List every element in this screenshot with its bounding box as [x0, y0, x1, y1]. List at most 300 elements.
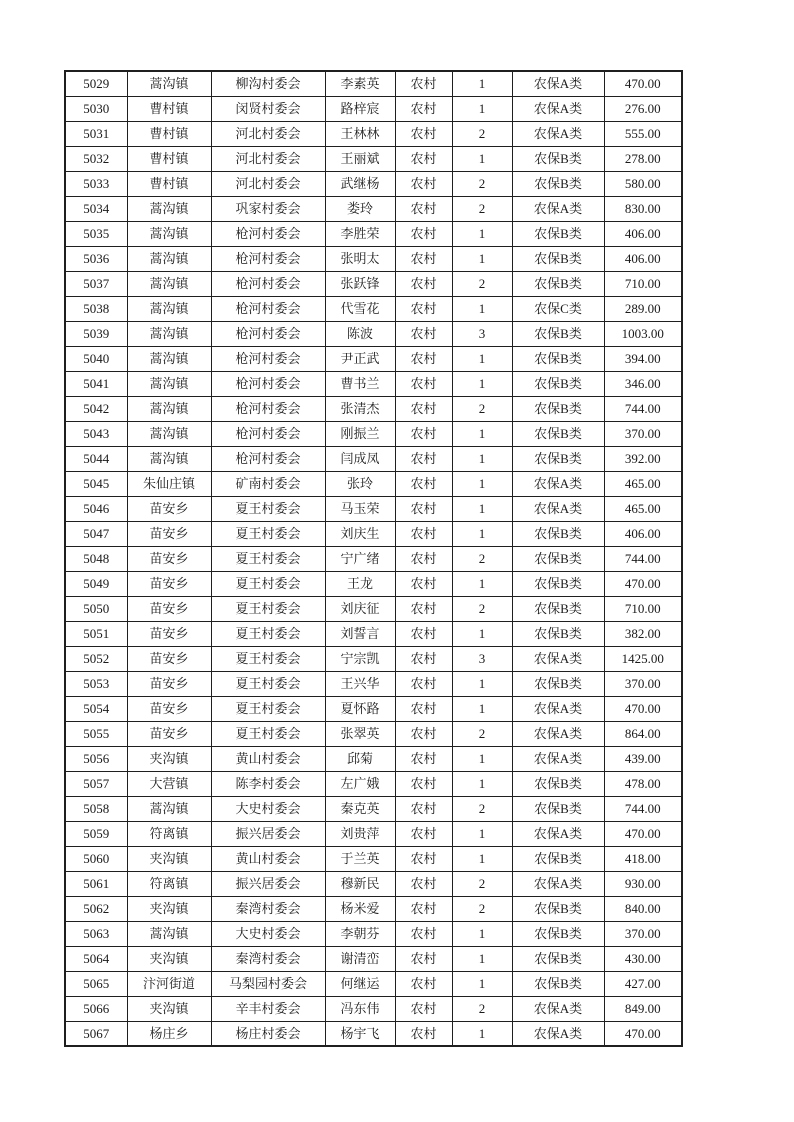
amount-cell: 744.00 — [604, 546, 682, 571]
table-row — [65, 746, 682, 771]
amount-cell: 470.00 — [604, 71, 682, 96]
category-cell: 农保B类 — [512, 371, 604, 396]
town-cell: 蒿沟镇 — [127, 796, 211, 821]
name-cell: 刘誓言 — [325, 621, 395, 646]
name-cell: 杨宇飞 — [325, 1021, 395, 1046]
category-cell: 农保B类 — [512, 796, 604, 821]
village-cell: 枪河村委会 — [211, 446, 325, 471]
count-cell: 1 — [452, 571, 512, 596]
residence-cell: 农村 — [395, 421, 452, 446]
count-cell: 1 — [452, 696, 512, 721]
table-row — [65, 596, 682, 621]
residence-cell: 农村 — [395, 496, 452, 521]
category-cell: 农保A类 — [512, 646, 604, 671]
name-cell: 夏怀路 — [325, 696, 395, 721]
name-cell: 娄玲 — [325, 196, 395, 221]
village-cell: 辛丰村委会 — [211, 996, 325, 1021]
name-cell: 张跃锋 — [325, 271, 395, 296]
town-cell: 蒿沟镇 — [127, 371, 211, 396]
name-cell: 秦克英 — [325, 796, 395, 821]
count-cell: 1 — [452, 96, 512, 121]
name-cell: 刘庆生 — [325, 521, 395, 546]
name-cell: 李朝芬 — [325, 921, 395, 946]
name-cell: 张玲 — [325, 471, 395, 496]
category-cell: 农保B类 — [512, 896, 604, 921]
table-row — [65, 421, 682, 446]
village-cell: 夏王村委会 — [211, 621, 325, 646]
town-cell: 朱仙庄镇 — [127, 471, 211, 496]
amount-cell: 478.00 — [604, 771, 682, 796]
amount-cell: 427.00 — [604, 971, 682, 996]
category-cell: 农保B类 — [512, 146, 604, 171]
count-cell: 3 — [452, 321, 512, 346]
serial-cell: 5055 — [65, 721, 127, 746]
category-cell: 农保B类 — [512, 571, 604, 596]
village-cell: 枪河村委会 — [211, 271, 325, 296]
serial-cell: 5057 — [65, 771, 127, 796]
amount-cell: 465.00 — [604, 496, 682, 521]
amount-cell: 830.00 — [604, 196, 682, 221]
serial-cell: 5036 — [65, 246, 127, 271]
name-cell: 张翠英 — [325, 721, 395, 746]
village-cell: 振兴居委会 — [211, 871, 325, 896]
residence-cell: 农村 — [395, 346, 452, 371]
category-cell: 农保B类 — [512, 671, 604, 696]
town-cell: 蒿沟镇 — [127, 346, 211, 371]
count-cell: 1 — [452, 671, 512, 696]
residence-cell: 农村 — [395, 896, 452, 921]
amount-cell: 278.00 — [604, 146, 682, 171]
category-cell: 农保A类 — [512, 496, 604, 521]
serial-cell: 5038 — [65, 296, 127, 321]
name-cell: 杨米爱 — [325, 896, 395, 921]
village-cell: 大史村委会 — [211, 921, 325, 946]
serial-cell: 5058 — [65, 796, 127, 821]
category-cell: 农保B类 — [512, 396, 604, 421]
serial-cell: 5042 — [65, 396, 127, 421]
village-cell: 黄山村委会 — [211, 846, 325, 871]
residence-cell: 农村 — [395, 246, 452, 271]
category-cell: 农保B类 — [512, 346, 604, 371]
table-row — [65, 296, 682, 321]
residence-cell: 农村 — [395, 471, 452, 496]
town-cell: 夹沟镇 — [127, 846, 211, 871]
name-cell: 冯东伟 — [325, 996, 395, 1021]
category-cell: 农保B类 — [512, 446, 604, 471]
serial-cell: 5046 — [65, 496, 127, 521]
category-cell: 农保A类 — [512, 471, 604, 496]
table-container — [64, 70, 683, 1047]
count-cell: 1 — [452, 296, 512, 321]
residence-cell: 农村 — [395, 546, 452, 571]
amount-cell: 470.00 — [604, 821, 682, 846]
amount-cell: 430.00 — [604, 946, 682, 971]
table-row — [65, 546, 682, 571]
town-cell: 苗安乡 — [127, 521, 211, 546]
table-row — [65, 646, 682, 671]
town-cell: 蒿沟镇 — [127, 71, 211, 96]
category-cell: 农保B类 — [512, 921, 604, 946]
residence-cell: 农村 — [395, 646, 452, 671]
amount-cell: 744.00 — [604, 796, 682, 821]
town-cell: 蒿沟镇 — [127, 196, 211, 221]
serial-cell: 5059 — [65, 821, 127, 846]
residence-cell: 农村 — [395, 946, 452, 971]
town-cell: 符离镇 — [127, 871, 211, 896]
village-cell: 枪河村委会 — [211, 396, 325, 421]
serial-cell: 5041 — [65, 371, 127, 396]
village-cell: 夏王村委会 — [211, 571, 325, 596]
table-row — [65, 71, 682, 96]
table-row — [65, 146, 682, 171]
residence-cell: 农村 — [395, 721, 452, 746]
amount-cell: 864.00 — [604, 721, 682, 746]
serial-cell: 5043 — [65, 421, 127, 446]
name-cell: 宁宗凯 — [325, 646, 395, 671]
count-cell: 2 — [452, 121, 512, 146]
category-cell: 农保A类 — [512, 871, 604, 896]
table-row — [65, 221, 682, 246]
residence-cell: 农村 — [395, 771, 452, 796]
category-cell: 农保B类 — [512, 546, 604, 571]
count-cell: 2 — [452, 721, 512, 746]
amount-cell: 930.00 — [604, 871, 682, 896]
table-row — [65, 921, 682, 946]
town-cell: 苗安乡 — [127, 546, 211, 571]
count-cell: 1 — [452, 946, 512, 971]
table-row — [65, 771, 682, 796]
name-cell: 王林林 — [325, 121, 395, 146]
table-row — [65, 196, 682, 221]
village-cell: 黄山村委会 — [211, 746, 325, 771]
town-cell: 蒿沟镇 — [127, 921, 211, 946]
residence-cell: 农村 — [395, 146, 452, 171]
amount-cell: 346.00 — [604, 371, 682, 396]
village-cell: 夏王村委会 — [211, 721, 325, 746]
table-row — [65, 896, 682, 921]
amount-cell: 710.00 — [604, 271, 682, 296]
table-row — [65, 971, 682, 996]
residence-cell: 农村 — [395, 971, 452, 996]
serial-cell: 5044 — [65, 446, 127, 471]
amount-cell: 1003.00 — [604, 321, 682, 346]
serial-cell: 5037 — [65, 271, 127, 296]
name-cell: 于兰英 — [325, 846, 395, 871]
village-cell: 夏王村委会 — [211, 521, 325, 546]
name-cell: 王龙 — [325, 571, 395, 596]
residence-cell: 农村 — [395, 521, 452, 546]
category-cell: 农保B类 — [512, 271, 604, 296]
town-cell: 夹沟镇 — [127, 746, 211, 771]
serial-cell: 5047 — [65, 521, 127, 546]
town-cell: 苗安乡 — [127, 671, 211, 696]
village-cell: 振兴居委会 — [211, 821, 325, 846]
village-cell: 巩家村委会 — [211, 196, 325, 221]
category-cell: 农保B类 — [512, 521, 604, 546]
category-cell: 农保B类 — [512, 771, 604, 796]
amount-cell: 394.00 — [604, 346, 682, 371]
amount-cell: 382.00 — [604, 621, 682, 646]
table-row — [65, 846, 682, 871]
serial-cell: 5063 — [65, 921, 127, 946]
serial-cell: 5052 — [65, 646, 127, 671]
name-cell: 穆新民 — [325, 871, 395, 896]
table-row — [65, 571, 682, 596]
table-row — [65, 671, 682, 696]
serial-cell: 5056 — [65, 746, 127, 771]
residence-cell: 农村 — [395, 1021, 452, 1046]
amount-cell: 1425.00 — [604, 646, 682, 671]
amount-cell: 439.00 — [604, 746, 682, 771]
amount-cell: 580.00 — [604, 171, 682, 196]
count-cell: 1 — [452, 146, 512, 171]
serial-cell: 5067 — [65, 1021, 127, 1046]
table-row — [65, 121, 682, 146]
category-cell: 农保A类 — [512, 696, 604, 721]
amount-cell: 840.00 — [604, 896, 682, 921]
amount-cell: 289.00 — [604, 296, 682, 321]
village-cell: 夏王村委会 — [211, 646, 325, 671]
count-cell: 1 — [452, 496, 512, 521]
table-row — [65, 721, 682, 746]
serial-cell: 5029 — [65, 71, 127, 96]
name-cell: 王丽斌 — [325, 146, 395, 171]
residence-cell: 农村 — [395, 671, 452, 696]
village-cell: 夏王村委会 — [211, 546, 325, 571]
table-row — [65, 496, 682, 521]
amount-cell: 710.00 — [604, 596, 682, 621]
name-cell: 尹正武 — [325, 346, 395, 371]
village-cell: 河北村委会 — [211, 121, 325, 146]
count-cell: 1 — [452, 71, 512, 96]
name-cell: 刘贵萍 — [325, 821, 395, 846]
village-cell: 枪河村委会 — [211, 346, 325, 371]
name-cell: 武继杨 — [325, 171, 395, 196]
count-cell: 3 — [452, 646, 512, 671]
residence-cell: 农村 — [395, 296, 452, 321]
village-cell: 夏王村委会 — [211, 671, 325, 696]
town-cell: 蒿沟镇 — [127, 446, 211, 471]
amount-cell: 555.00 — [604, 121, 682, 146]
table-row — [65, 171, 682, 196]
amount-cell: 370.00 — [604, 671, 682, 696]
category-cell: 农保C类 — [512, 296, 604, 321]
name-cell: 李素英 — [325, 71, 395, 96]
category-cell: 农保B类 — [512, 846, 604, 871]
serial-cell: 5030 — [65, 96, 127, 121]
category-cell: 农保B类 — [512, 621, 604, 646]
residence-cell: 农村 — [395, 921, 452, 946]
name-cell: 代雪花 — [325, 296, 395, 321]
amount-cell: 406.00 — [604, 221, 682, 246]
table-body — [65, 71, 682, 1046]
serial-cell: 5065 — [65, 971, 127, 996]
town-cell: 夹沟镇 — [127, 996, 211, 1021]
residence-cell: 农村 — [395, 121, 452, 146]
village-cell: 矿南村委会 — [211, 471, 325, 496]
count-cell: 1 — [452, 746, 512, 771]
village-cell: 河北村委会 — [211, 146, 325, 171]
table-row — [65, 321, 682, 346]
village-cell: 枪河村委会 — [211, 421, 325, 446]
category-cell: 农保A类 — [512, 96, 604, 121]
amount-cell: 744.00 — [604, 396, 682, 421]
count-cell: 2 — [452, 996, 512, 1021]
residence-cell: 农村 — [395, 596, 452, 621]
residence-cell: 农村 — [395, 571, 452, 596]
serial-cell: 5040 — [65, 346, 127, 371]
name-cell: 张明太 — [325, 246, 395, 271]
count-cell: 1 — [452, 846, 512, 871]
amount-cell: 392.00 — [604, 446, 682, 471]
town-cell: 苗安乡 — [127, 721, 211, 746]
town-cell: 汴河街道 — [127, 971, 211, 996]
amount-cell: 849.00 — [604, 996, 682, 1021]
serial-cell: 5039 — [65, 321, 127, 346]
serial-cell: 5045 — [65, 471, 127, 496]
category-cell: 农保A类 — [512, 721, 604, 746]
count-cell: 2 — [452, 871, 512, 896]
village-cell: 马梨园村委会 — [211, 971, 325, 996]
residence-cell: 农村 — [395, 821, 452, 846]
count-cell: 1 — [452, 221, 512, 246]
name-cell: 陈波 — [325, 321, 395, 346]
village-cell: 枪河村委会 — [211, 321, 325, 346]
amount-cell: 276.00 — [604, 96, 682, 121]
serial-cell: 5051 — [65, 621, 127, 646]
village-cell: 枪河村委会 — [211, 221, 325, 246]
count-cell: 2 — [452, 546, 512, 571]
count-cell: 1 — [452, 621, 512, 646]
serial-cell: 5049 — [65, 571, 127, 596]
amount-cell: 370.00 — [604, 421, 682, 446]
count-cell: 1 — [452, 971, 512, 996]
amount-cell: 470.00 — [604, 571, 682, 596]
residence-cell: 农村 — [395, 96, 452, 121]
category-cell: 农保B类 — [512, 246, 604, 271]
amount-cell: 470.00 — [604, 1021, 682, 1046]
town-cell: 曹村镇 — [127, 171, 211, 196]
category-cell: 农保A类 — [512, 71, 604, 96]
count-cell: 1 — [452, 471, 512, 496]
residence-cell: 农村 — [395, 71, 452, 96]
table-row — [65, 346, 682, 371]
category-cell: 农保A类 — [512, 996, 604, 1021]
table-row — [65, 371, 682, 396]
name-cell: 宁广绪 — [325, 546, 395, 571]
town-cell: 曹村镇 — [127, 96, 211, 121]
residence-cell: 农村 — [395, 796, 452, 821]
serial-cell: 5053 — [65, 671, 127, 696]
village-cell: 河北村委会 — [211, 171, 325, 196]
table-row — [65, 471, 682, 496]
residence-cell: 农村 — [395, 696, 452, 721]
serial-cell: 5032 — [65, 146, 127, 171]
count-cell: 1 — [452, 921, 512, 946]
village-cell: 枪河村委会 — [211, 371, 325, 396]
village-cell: 枪河村委会 — [211, 296, 325, 321]
category-cell: 农保B类 — [512, 596, 604, 621]
village-cell: 夏王村委会 — [211, 696, 325, 721]
residence-cell: 农村 — [395, 446, 452, 471]
table-row — [65, 446, 682, 471]
category-cell: 农保B类 — [512, 221, 604, 246]
name-cell: 路梓宸 — [325, 96, 395, 121]
serial-cell: 5060 — [65, 846, 127, 871]
benefit-table — [64, 70, 683, 1047]
name-cell: 谢清峦 — [325, 946, 395, 971]
table-row — [65, 521, 682, 546]
residence-cell: 农村 — [395, 321, 452, 346]
town-cell: 夹沟镇 — [127, 946, 211, 971]
town-cell: 符离镇 — [127, 821, 211, 846]
village-cell: 秦湾村委会 — [211, 946, 325, 971]
serial-cell: 5061 — [65, 871, 127, 896]
town-cell: 苗安乡 — [127, 496, 211, 521]
category-cell: 农保A类 — [512, 1021, 604, 1046]
name-cell: 曹书兰 — [325, 371, 395, 396]
village-cell: 秦湾村委会 — [211, 896, 325, 921]
amount-cell: 418.00 — [604, 846, 682, 871]
town-cell: 蒿沟镇 — [127, 321, 211, 346]
residence-cell: 农村 — [395, 171, 452, 196]
name-cell: 王兴华 — [325, 671, 395, 696]
town-cell: 夹沟镇 — [127, 896, 211, 921]
amount-cell: 406.00 — [604, 246, 682, 271]
count-cell: 2 — [452, 596, 512, 621]
residence-cell: 农村 — [395, 221, 452, 246]
count-cell: 1 — [452, 1021, 512, 1046]
town-cell: 蒿沟镇 — [127, 271, 211, 296]
residence-cell: 农村 — [395, 396, 452, 421]
table-row — [65, 996, 682, 1021]
village-cell: 夏王村委会 — [211, 596, 325, 621]
serial-cell: 5048 — [65, 546, 127, 571]
category-cell: 农保B类 — [512, 321, 604, 346]
residence-cell: 农村 — [395, 271, 452, 296]
name-cell: 闫成凤 — [325, 446, 395, 471]
serial-cell: 5066 — [65, 996, 127, 1021]
table-row — [65, 1021, 682, 1046]
serial-cell: 5035 — [65, 221, 127, 246]
town-cell: 曹村镇 — [127, 121, 211, 146]
town-cell: 蒿沟镇 — [127, 246, 211, 271]
name-cell: 张清杰 — [325, 396, 395, 421]
table-row — [65, 96, 682, 121]
table-row — [65, 946, 682, 971]
residence-cell: 农村 — [395, 871, 452, 896]
serial-cell: 5050 — [65, 596, 127, 621]
town-cell: 蒿沟镇 — [127, 221, 211, 246]
table-row — [65, 396, 682, 421]
amount-cell: 370.00 — [604, 921, 682, 946]
amount-cell: 470.00 — [604, 696, 682, 721]
residence-cell: 农村 — [395, 996, 452, 1021]
town-cell: 曹村镇 — [127, 146, 211, 171]
town-cell: 苗安乡 — [127, 696, 211, 721]
name-cell: 李胜荣 — [325, 221, 395, 246]
town-cell: 苗安乡 — [127, 646, 211, 671]
residence-cell: 农村 — [395, 746, 452, 771]
count-cell: 1 — [452, 371, 512, 396]
count-cell: 2 — [452, 196, 512, 221]
table-row — [65, 796, 682, 821]
town-cell: 苗安乡 — [127, 571, 211, 596]
town-cell: 苗安乡 — [127, 621, 211, 646]
serial-cell: 5054 — [65, 696, 127, 721]
count-cell: 2 — [452, 796, 512, 821]
table-row — [65, 621, 682, 646]
